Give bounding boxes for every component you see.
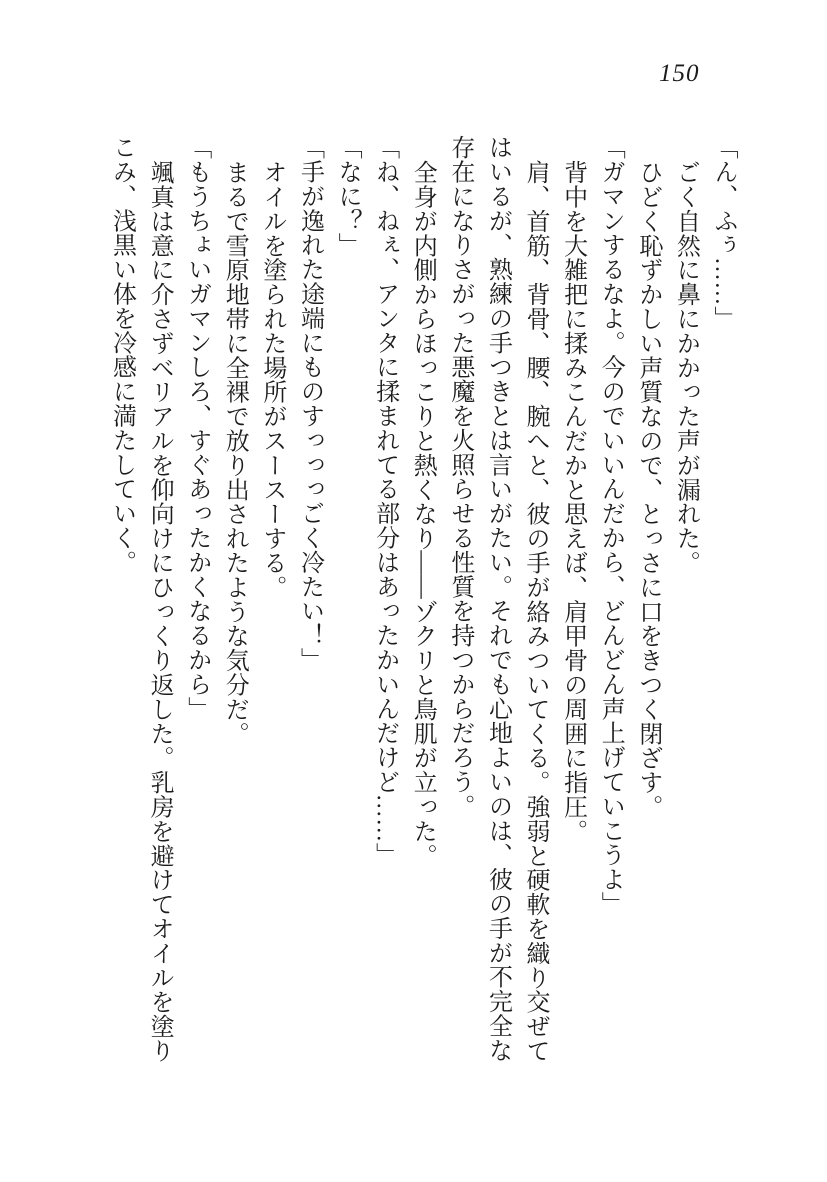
text-line: オイルを塗られた場所がスースーする。	[258, 159, 285, 599]
text-line: はいるが、熟練の手つきとは言いがたい。それでも心地よいのは、彼の手が不完全な	[484, 135, 511, 1063]
text-line: 颯真は意に介さずベリアルを仰向けにひっくり返した。乳房を避けてオイルを塗り	[146, 159, 173, 1063]
text-line: 「ガマンするなよ。今のでいいんだから、どんどん声上げていこうよ」	[597, 135, 624, 916]
text-line: 「ん、ふぅ……」	[710, 135, 736, 331]
text-line: 「手が逸れた途端にものすっっっごく冷たい！」	[296, 135, 323, 672]
text-line: 「もうちょいガマンしろ、すぐあったかくなるから」	[183, 135, 210, 721]
text-line: ひどく恥ずかしい声質なので、とっさに口をきつく閉ざす。	[634, 159, 661, 819]
text-line: 存在になりさがった悪魔を火照らせる性質を持つからだろう。	[446, 135, 473, 819]
page-number: 150	[659, 60, 700, 87]
text-line: ごく自然に鼻にかかった声が漏れた。	[672, 159, 699, 575]
text-line: 「ね、ねぇ、アンタに揉まれてる部分はあったかいんだけど……」	[371, 135, 398, 867]
text-line: まるで雪原地帯に全裸で放り出されたような気分だ。	[221, 159, 248, 746]
text-line: 肩、首筋、背骨、腰、腕へと、彼の手が絡みついてくる。強弱と硬軟を織り交ぜて	[522, 159, 549, 1063]
text-line: 背中を大雑把に揉みこんだかと思えば、肩甲骨の周囲に指圧。	[559, 159, 586, 843]
text-line: こみ、浅黒い体を冷感に満たしていく。	[108, 135, 135, 575]
page-text	[100, 135, 741, 1083]
text-line: 「なに？」	[334, 135, 361, 257]
text-line: 全身が内側からほっこりと熱くなり――ゾクリと鳥肌が立った。	[409, 159, 436, 868]
